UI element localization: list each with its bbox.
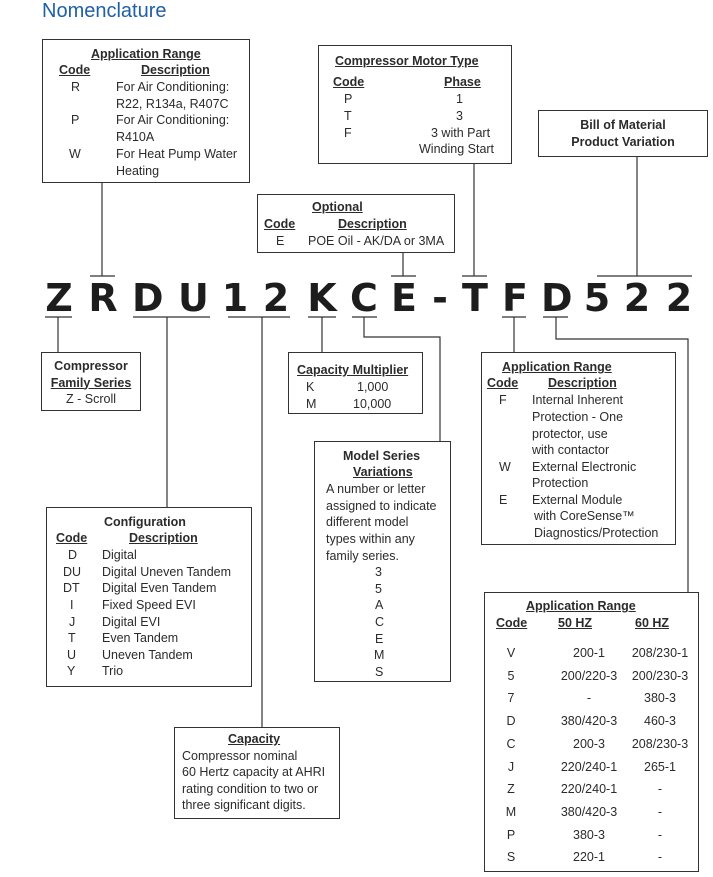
hz60-value: -	[657, 804, 663, 819]
code-value: T	[344, 109, 352, 123]
code-value: M	[306, 397, 317, 411]
family-value: Z - Scroll	[66, 392, 116, 406]
code-char: 2	[262, 276, 290, 320]
code-value: F	[344, 126, 352, 140]
col-50hz: 50 HZ	[558, 616, 593, 630]
family-line: Compressor	[54, 359, 128, 373]
desc-value: Even Tandem	[102, 631, 179, 645]
desc-value: Trio	[102, 664, 124, 678]
code-char: 1	[221, 276, 249, 320]
code-value: R	[71, 80, 81, 94]
code-char: Z	[45, 276, 73, 320]
desc-line: R22, R134a, R407C	[116, 97, 229, 111]
col-description: Description	[141, 63, 210, 77]
hz60-value: -	[657, 782, 663, 797]
hz50-value: 220-1	[573, 850, 605, 865]
desc-line: Heating	[116, 164, 160, 178]
desc-line: R410A	[116, 130, 155, 144]
code-value: P	[344, 92, 353, 106]
col-code: Code	[333, 75, 365, 89]
code-value: W	[499, 460, 511, 474]
desc-line: For Air Conditioning:	[116, 113, 230, 127]
hz60-value: -	[657, 850, 663, 865]
col-code: Code	[59, 63, 91, 77]
code-char: U	[178, 276, 209, 320]
hz50-value: -	[586, 691, 592, 706]
box-heading: Application Range	[526, 599, 636, 613]
code-char: C	[350, 276, 378, 320]
code-value: P	[71, 113, 80, 127]
bom-box	[538, 110, 708, 157]
body-line: rating condition to two or	[182, 782, 319, 796]
code-value: D	[506, 714, 516, 729]
hz50-value: 380/420-3	[560, 714, 618, 729]
hz60-value: 380-3	[644, 691, 676, 706]
series-value: E	[375, 632, 384, 646]
series-value: C	[375, 615, 385, 629]
box-heading: Capacity	[228, 732, 281, 746]
desc-line: External Module	[532, 493, 623, 507]
hz50-value: 380/420-3	[560, 804, 618, 819]
series-value: 5	[375, 582, 382, 596]
desc-value: Digital Even Tandem	[102, 581, 217, 595]
desc-line: For Air Conditioning:	[116, 80, 230, 94]
hz50-value: 380-3	[573, 827, 605, 842]
code-value: Y	[67, 664, 76, 678]
col-description: Description	[338, 217, 407, 231]
code-value: D	[68, 548, 78, 562]
col-60hz: 60 HZ	[635, 616, 670, 630]
series-value: A	[375, 598, 384, 612]
col-phase: Phase	[444, 75, 481, 89]
code-value: S	[506, 850, 516, 865]
code-char: 5	[583, 276, 611, 320]
body-line: types within any	[326, 532, 415, 546]
code-value: M	[505, 804, 517, 819]
desc-line: with CoreSense™	[534, 509, 635, 523]
hz60-value: 200/230-3	[631, 668, 689, 683]
box-heading: Configuration	[104, 515, 186, 529]
desc-line: Internal Inherent	[532, 393, 624, 407]
code-char: E	[391, 276, 417, 320]
application-range-box	[42, 39, 250, 183]
series-line: Model Series	[343, 449, 421, 463]
optional-box	[257, 194, 455, 253]
hz50-value: 220/240-1	[560, 782, 618, 797]
desc-value: Digital Uneven Tandem	[102, 565, 232, 579]
hz60-value: 208/230-3	[631, 736, 689, 751]
series-line: Variations	[353, 465, 413, 479]
code-value: Z	[507, 782, 515, 797]
body-line: family series.	[326, 549, 399, 563]
desc-value: Fixed Speed EVI	[102, 598, 196, 612]
configuration-box	[46, 507, 252, 687]
code-value: F	[499, 393, 507, 407]
body-line: A number or letter	[326, 482, 426, 496]
code-value: E	[276, 234, 285, 248]
col-code: Code	[264, 217, 296, 231]
code-char: 2	[623, 276, 651, 320]
col-code: Code	[496, 616, 528, 630]
multiplier-value: 1,000	[357, 380, 389, 394]
desc-line: For Heat Pump Water	[116, 147, 238, 161]
code-value: 5	[507, 668, 515, 683]
code-value: C	[506, 736, 516, 751]
box-heading: Application Range	[502, 360, 612, 374]
family-line: Family Series	[50, 375, 132, 390]
body-line: Compressor nominal	[182, 749, 298, 763]
family-box	[41, 352, 141, 411]
capacity-box	[174, 727, 340, 819]
code-char: D	[132, 276, 164, 320]
code-value: I	[70, 598, 74, 612]
desc-line: Protection - One	[532, 410, 624, 424]
hz50-value: 200/220-3	[560, 668, 618, 683]
code-value: J	[507, 759, 515, 774]
code-char: -	[432, 276, 448, 320]
phase-value: 3 with Part	[431, 126, 491, 140]
desc-value: Uneven Tandem	[102, 648, 193, 662]
code-char: 2	[665, 276, 693, 320]
code-value: J	[69, 615, 76, 629]
col-code: Code	[487, 376, 519, 390]
body-line: 60 Hertz capacity at AHRI	[182, 765, 326, 779]
desc-value: POE Oil - AK/DA or 3MA	[308, 234, 445, 248]
phase-value: Winding Start	[419, 142, 495, 156]
phase-value: 1	[456, 92, 463, 106]
capacity-multiplier-box	[288, 352, 423, 414]
hz60-value: 460-3	[644, 714, 676, 729]
phase-value: 3	[456, 109, 463, 123]
hz60-value: -	[657, 827, 663, 842]
body-line: assigned to indicate	[326, 499, 437, 513]
code-char: R	[88, 276, 118, 320]
model-series-box	[314, 441, 451, 682]
voltage-box	[484, 592, 699, 872]
desc-line: Protection	[532, 476, 589, 490]
bom-line: Product Variation	[571, 134, 675, 149]
code-char: F	[502, 276, 528, 320]
series-value: S	[375, 665, 384, 679]
box-heading: Optional	[312, 200, 363, 214]
code-value: E	[499, 493, 508, 507]
body-line: three significant digits.	[182, 798, 306, 812]
code-value: DT	[63, 581, 80, 595]
col-code: Code	[56, 531, 88, 545]
box-heading: Capacity Multiplier	[297, 363, 409, 377]
body-line: different model	[326, 515, 409, 529]
desc-line: with contactor	[532, 443, 610, 457]
code-value: K	[306, 380, 315, 394]
hz60-value: 208/230-1	[631, 646, 689, 660]
code-char: T	[462, 276, 488, 320]
motor-type-box	[318, 45, 512, 164]
code-char: D	[541, 276, 573, 320]
hz50-value: 200-3	[573, 736, 605, 751]
protection-box	[481, 352, 676, 545]
code-value: 7	[507, 691, 515, 706]
box-heading: Application Range	[91, 47, 201, 61]
series-value: 3	[375, 565, 382, 579]
page-title: Nomenclature	[42, 0, 167, 22]
desc-value: Digital EVI	[102, 615, 161, 629]
series-value: M	[374, 648, 385, 662]
col-description: Description	[129, 531, 198, 545]
hz50-value: 220/240-1	[560, 759, 618, 774]
multiplier-value: 10,000	[353, 397, 392, 411]
hz60-value: 265-1	[644, 759, 676, 774]
code-value: V	[506, 646, 516, 660]
code-value: P	[506, 827, 516, 842]
desc-line: protector, use	[532, 427, 608, 441]
code-char: K	[307, 276, 337, 320]
desc-value: Digital	[102, 548, 137, 562]
code-value: W	[69, 147, 81, 161]
desc-line: External Electronic	[532, 460, 637, 474]
desc-line: Diagnostics/Protection	[534, 526, 659, 540]
box-heading: Compressor Motor Type	[335, 54, 479, 68]
code-value: DU	[63, 565, 82, 579]
col-description: Description	[548, 376, 617, 390]
bom-line: Bill of Material	[580, 118, 666, 132]
code-value: T	[68, 631, 76, 645]
hz50-value: 200-1	[573, 646, 605, 660]
code-value: U	[67, 648, 77, 662]
